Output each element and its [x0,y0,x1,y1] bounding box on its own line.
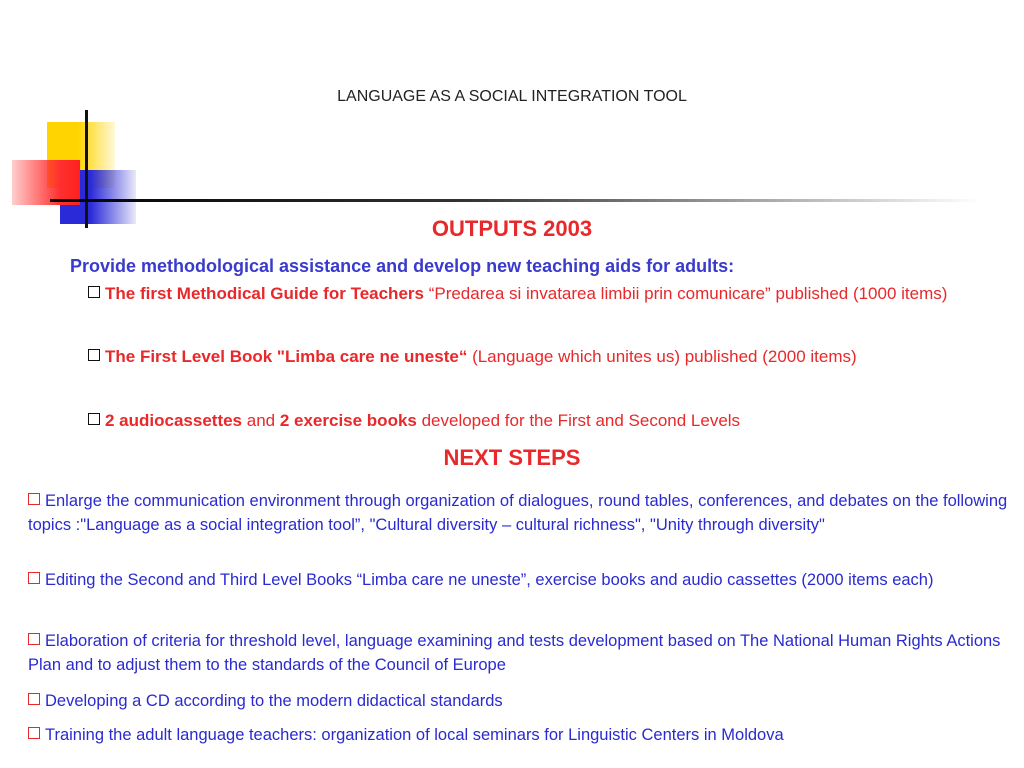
checkbox-bullet-icon [28,572,40,584]
next-step-item [28,723,1018,747]
next-step-text: Training the adult language teachers: organization of local seminars for Linguistic Centers in Moldova [45,726,784,744]
output-item-bold: The First Level Book "Limba care ne uneste“ [105,347,468,366]
checkbox-bullet-icon [28,633,40,645]
outputs-subheading: Provide methodological assistance and develop new teaching aids for adults: [70,256,735,276]
checkbox-bullet-icon [28,693,40,705]
checkbox-bullet-icon [88,349,100,361]
output-item-bold: The first Methodical Guide for Teachers [105,284,424,303]
next-step-item [28,489,1018,537]
logo-vertical-line [85,110,88,228]
output-item-text: and [242,411,280,430]
output-item [88,345,1008,369]
output-item-bold: 2 exercise books [279,411,417,430]
output-item-text: (Language which unites us) published (2000 items) [467,347,857,366]
checkbox-bullet-icon [88,286,100,298]
output-item [88,282,968,306]
next-step-item [28,629,1018,677]
next-step-text: Editing the Second and Third Level Books “Limba care ne uneste”, exercise books and audio cassettes (2000 items each) [45,571,934,589]
slide-title: LANGUAGE AS A SOCIAL INTEGRATION TOOL [337,88,687,105]
next-steps-heading: NEXT STEPS [443,445,581,470]
next-step-item [28,689,1018,713]
output-item-text: developed for the First and Second Levels [416,411,741,430]
checkbox-bullet-icon [28,493,40,505]
output-item-text: “Predarea si invatarea limbii prin comunicare” published (1000 items) [423,284,948,303]
next-step-item [28,568,1018,592]
outputs-heading: OUTPUTS 2003 [431,216,593,241]
title-divider-line [50,199,980,202]
output-item-bold: 2 audiocassettes [105,411,243,430]
next-step-text: Enlarge the communication environment through organization of dialogues, round tables, conferences, and debates on the following topics :"Language as a social integration tool”, "Cultural diversity – cultural richness", "Unity through diversity" [28,492,1008,534]
output-item [88,409,988,433]
next-step-text: Developing a CD according to the modern didactical standards [45,692,503,710]
checkbox-bullet-icon [28,727,40,739]
next-step-text: Elaboration of criteria for threshold level, language examining and tests development based on The National Human Rights Actions Plan and to adjust them to the standards of the Council of Europe [28,632,1001,674]
checkbox-bullet-icon [88,413,100,425]
